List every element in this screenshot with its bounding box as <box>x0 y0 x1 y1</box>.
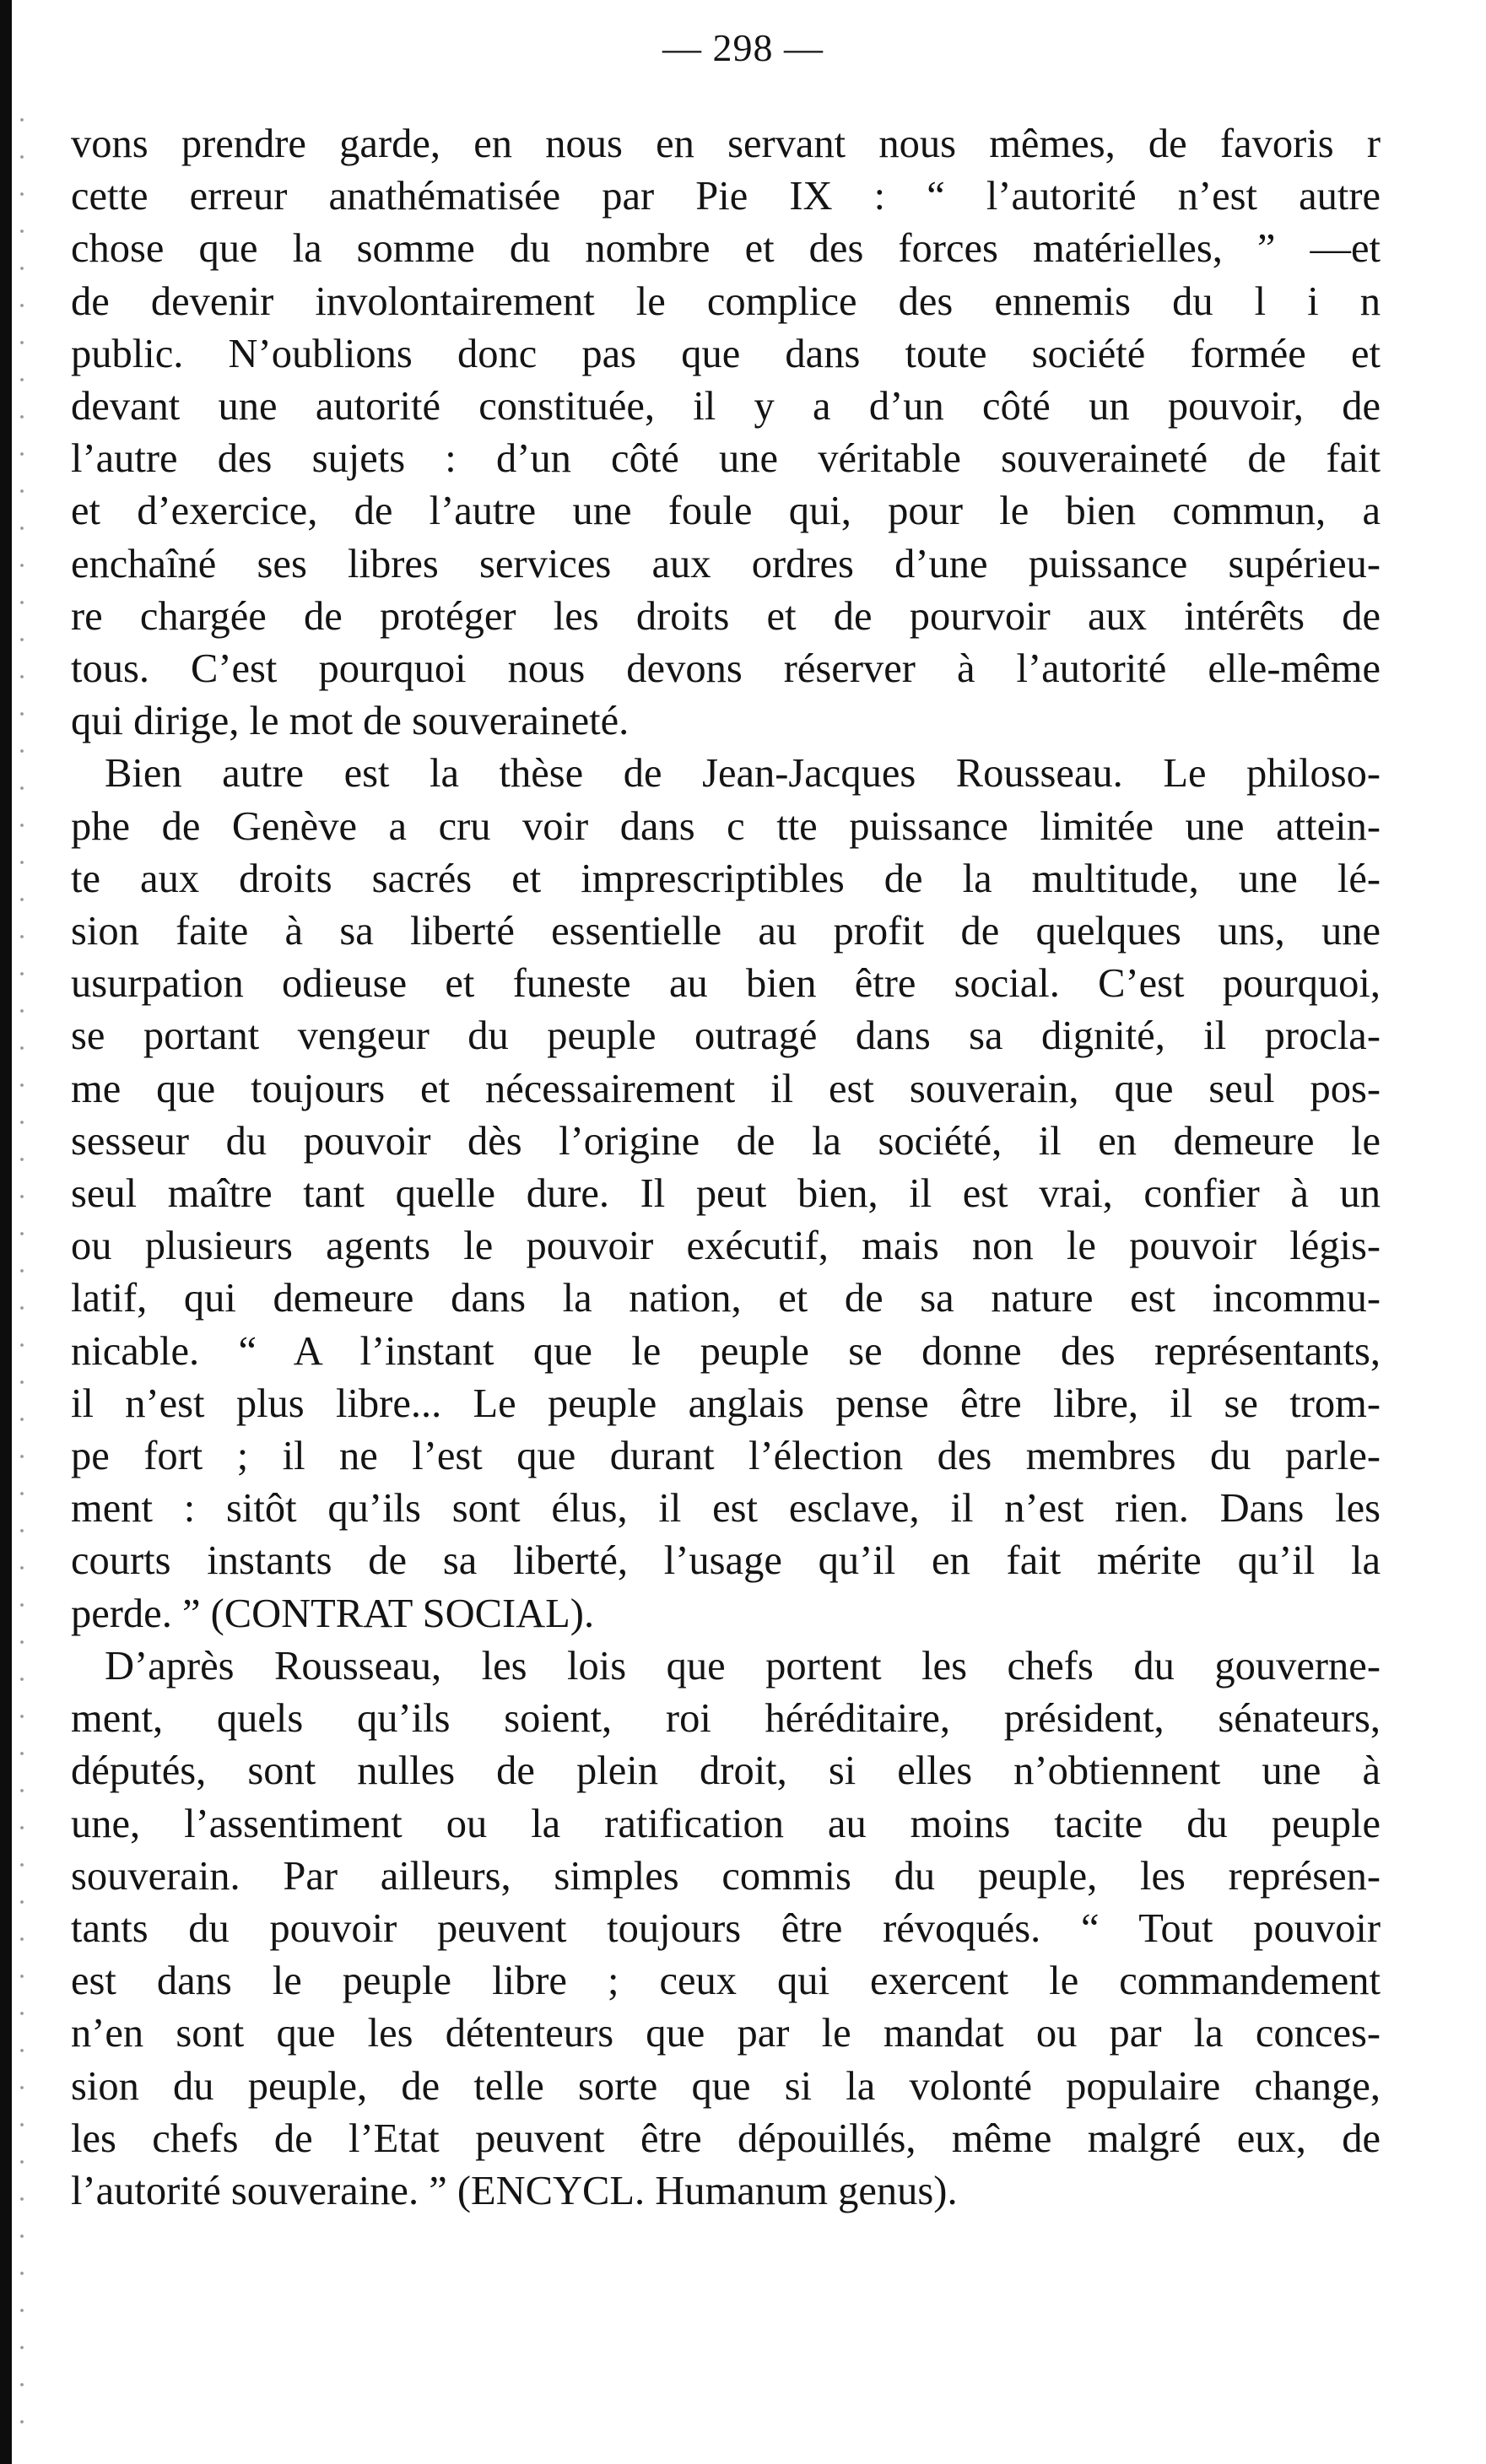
text-line: vons prendre garde, en nous en servant nous mêmes, de favoris r <box>71 122 1381 166</box>
page-number: — 298 — <box>662 26 824 69</box>
text-line: me que toujours et nécessairement il est souverain, que seul pos- <box>71 1066 1381 1111</box>
body-text <box>71 118 1381 2218</box>
text-line: députés, sont nulles de plein droit, si elles n’obtiennent une à <box>71 1748 1381 1794</box>
paragraph-3 <box>71 1640 1381 2218</box>
text-line: usurpation odieuse et funeste au bien être social. C’est pourquoi, <box>71 961 1381 1007</box>
text-line: tous. C’est pourquoi nous devons réserver à l’autorité elle-même <box>71 646 1381 692</box>
text-line: pe fort ; il ne l’est que durant l’élection des membres du parle- <box>71 1434 1381 1479</box>
text-line: et d’exercice, de l’autre une foule qui, pour le bien commun, a <box>71 489 1381 534</box>
text-line: latif, qui demeure dans la nation, et de sa nature est incommu- <box>71 1276 1381 1321</box>
text-line: il n’est plus libre... Le peuple anglais pense être libre, il se trom- <box>71 1381 1381 1426</box>
text-line: une, l’assentiment ou la ratification au moins tacite du peuple <box>71 1801 1381 1846</box>
text-line: ment, quels qu’ils soient, roi héréditaire, président, sénateurs, <box>71 1696 1381 1742</box>
text-line: public. N’oublions donc pas que dans toute société formée et <box>71 331 1381 376</box>
paragraph-2 <box>71 748 1381 1640</box>
text-line: courts instants de sa liberté, l’usage qu’il en fait mérite qu’il la <box>71 1538 1381 1584</box>
text-line: qui dirige, le mot de souveraineté. <box>71 699 630 744</box>
text-line: sion du peuple, de telle sorte que si la volonté populaire change, <box>71 2063 1381 2109</box>
text-line: enchaîné ses libres services aux ordres d’une puissance supérieu- <box>71 541 1381 586</box>
text-line: sion faite à sa liberté essentielle au profit de quelques uns, une <box>71 909 1381 954</box>
text-line: de devenir involontairement le complice des ennemis du l i n <box>71 278 1381 324</box>
text-line: l’autorité souveraine. ” (ENCYCL. Humanum genus). <box>71 2168 958 2213</box>
text-line: se portant vengeur du peuple outragé dans sa dignité, il procla- <box>71 1013 1381 1059</box>
text-line: ou plusieurs agents le pouvoir exécutif, mais non le pouvoir légis- <box>71 1224 1381 1269</box>
text-line: l’autre des sujets : d’un côté une véritable souveraineté de fait <box>71 436 1381 482</box>
text-line: te aux droits sacrés et imprescriptibles de la multitude, une lé- <box>71 856 1381 901</box>
text-line: nicable. “ A l’instant que le peuple se donne des représentants, <box>71 1328 1381 1374</box>
text-line: est dans le peuple libre ; ceux qui exercent le commandement <box>71 1959 1381 2004</box>
text-line: perde. ” (CONTRAT SOCIAL). <box>71 1591 595 1636</box>
text-line: devant une autorité constituée, il y a d’un côté un pouvoir, de <box>71 384 1381 430</box>
text-line: chose que la somme du nombre et des forces matérielles, ” —et <box>71 226 1381 272</box>
text-line: tants du pouvoir peuvent toujours être révoqués. “ Tout pouvoir <box>71 1905 1381 1951</box>
text-line: phe de Genève a cru voir dans c tte puissance limitée une attein- <box>71 803 1381 849</box>
text-line: seul maître tant quelle dure. Il peut bien, il est vrai, confier à un <box>71 1171 1381 1217</box>
binding-stitch-marks <box>17 101 27 2430</box>
text-line: re chargée de protéger les droits et de pourvoir aux intérêts de <box>71 593 1381 639</box>
text-line: n’en sont que les détenteurs que par le mandat ou par la conces- <box>71 2011 1381 2056</box>
text-line: Bien autre est la thèse de Jean-Jacques Rousseau. Le philoso- <box>105 751 1381 797</box>
text-line: ment : sitôt qu’ils sont élus, il est esclave, il n’est rien. Dans les <box>71 1486 1381 1532</box>
text-line: D’après Rousseau, les lois que portent les chefs du gouverne- <box>105 1643 1381 1689</box>
book-binding-edge <box>0 0 12 2464</box>
text-line: cette erreur anathématisée par Pie IX : “ l’autorité n’est autre <box>71 174 1381 219</box>
text-line: sesseur du pouvoir dès l’origine de la société, il en demeure le <box>71 1118 1381 1164</box>
paragraph-1 <box>71 118 1381 748</box>
text-line: souverain. Par ailleurs, simples commis du peuple, les représen- <box>71 1853 1381 1899</box>
text-line: les chefs de l’Etat peuvent être dépouillés, même malgré eux, de <box>71 2115 1381 2161</box>
